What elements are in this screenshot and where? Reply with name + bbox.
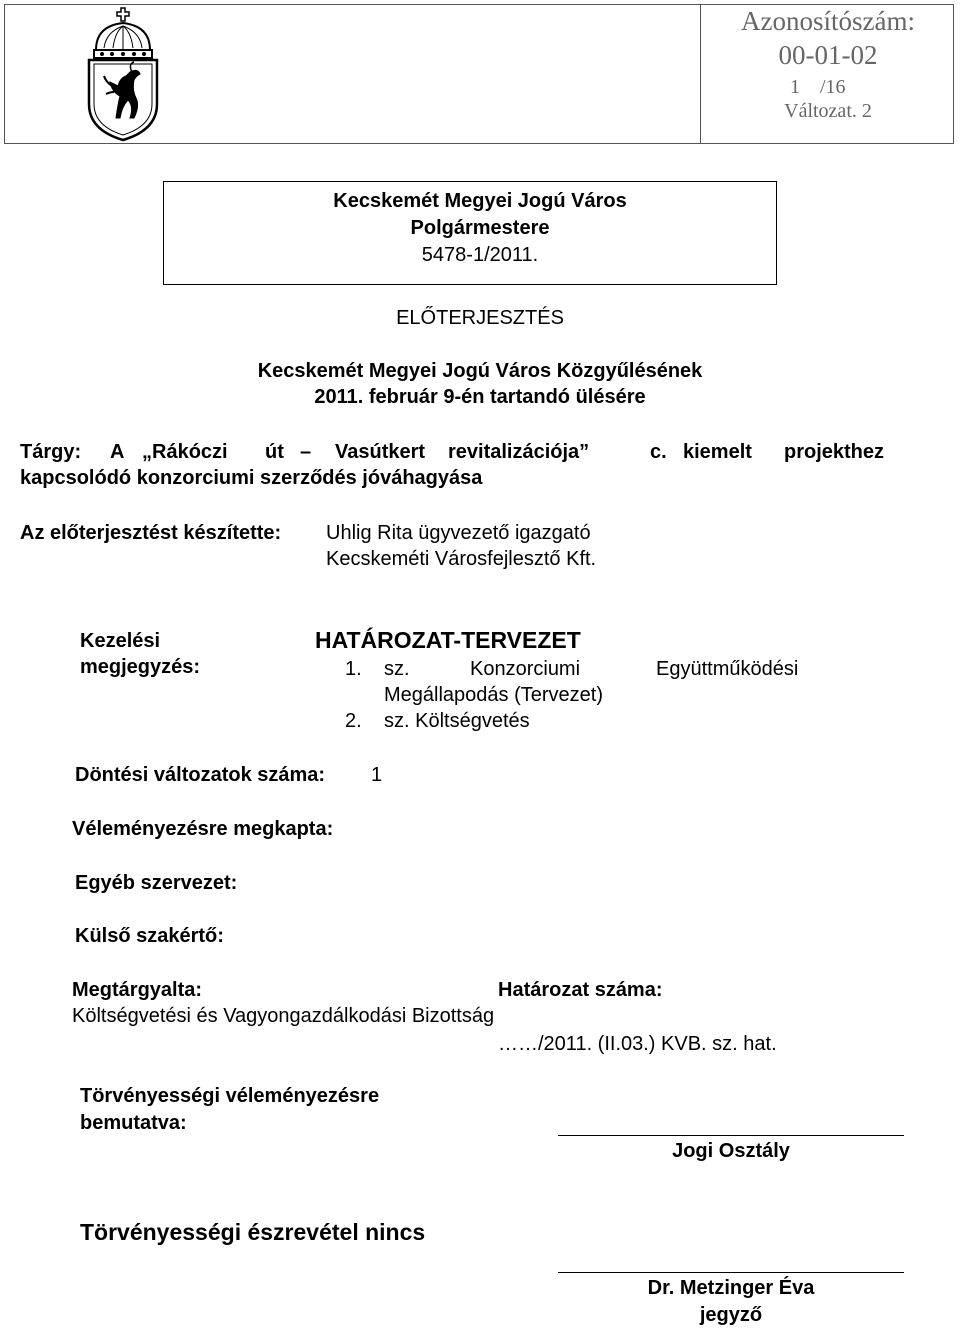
subject-line2: kapcsolódó konzorciumi szerződés jóváhagyása [20,467,483,489]
legality-label-line1: Törvényességi véleményezésre [80,1085,380,1107]
committee-name: Költségvetési és Vagyongazdálkodási Bizottság [72,1005,495,1027]
item1-line2: Megállapodás (Tervezet) [384,684,603,706]
title-line3: 5478-1/2011. [421,244,539,266]
item1-word: Konzorciumi [470,658,581,680]
resolution-value: ……/2011. (II.03.) KVB. sz. hat. [498,1033,777,1055]
legality-label-line2: bemutatva: [80,1112,187,1134]
item1-num: 1. [345,658,362,680]
page-current: 1 [790,76,800,98]
title-line2: Polgármestere [410,217,550,239]
prepared-by-org: Kecskeméti Városfejlesztő Kft. [326,548,597,570]
decisions-label: Döntési változatok száma: [75,764,326,786]
signature-line [558,1272,904,1273]
legality-note: Törvényességi észrevétel nincs [80,1219,426,1245]
discussed-label: Megtárgyalta: [72,979,203,1001]
id-value: 00-01-02 [778,40,878,70]
assembly-line1: Kecskemét Megyei Jogú Város Közgyűlésének [257,360,703,382]
item1-word: Együttműködési [656,658,799,680]
subject-word: kiemelt [683,441,752,463]
decisions-value: 1 [371,764,383,786]
subject-word: út [265,441,284,463]
id-label: Azonosítószám: [741,6,915,36]
subject-word: c. [650,441,667,463]
subject-word: A [110,441,125,463]
item2-text: sz. Költségvetés [384,710,530,732]
prepared-by-label: Az előterjesztést készítette: [20,522,282,544]
item2-num: 2. [345,710,362,732]
doc-type: ELŐTERJESZTÉS [396,307,564,329]
coat-of-arms-icon [82,6,164,142]
handling-label-line1: Kezelési [80,630,161,652]
subject-word: revitalizációja” [448,441,590,463]
version: Változat. 2 [784,100,872,122]
signer-title: jegyző [699,1304,763,1326]
assembly-line2: 2011. február 9-én tartandó ülésére [314,386,646,408]
external-label: Külső szakértő: [75,925,224,947]
title-line1: Kecskemét Megyei Jogú Város [333,190,627,212]
item1-word: sz. [384,658,410,680]
subject-label: Tárgy: [20,441,82,463]
prepared-by-name: Uhlig Rita ügyvezető igazgató [326,522,591,544]
handling-label-line2: megjegyzés: [80,656,201,678]
subject-word: Vasútkert [335,441,426,463]
signature-line [558,1135,904,1136]
signer-name: Dr. Metzinger Éva [647,1277,815,1299]
opinion-label: Véleményezésre megkapta: [72,818,334,840]
subject-word: „Rákóczi [142,441,228,463]
resolution-label: Határozat száma: [498,979,663,1001]
other-org-label: Egyéb szervezet: [75,872,238,894]
page-total: /16 [820,76,846,98]
subject-word: – [300,441,312,463]
department-name: Jogi Osztály [672,1140,790,1162]
handling-heading: HATÁROZAT-TERVEZET [315,627,581,653]
subject-word: projekthez [784,441,885,463]
